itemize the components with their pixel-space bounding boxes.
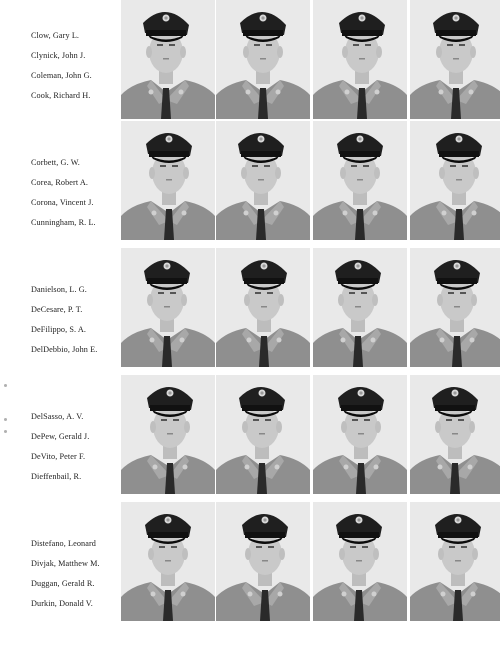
soldier-portrait-icon [216,502,310,621]
portrait-photo [121,248,215,367]
soldier-portrait-icon [121,502,215,621]
name-list [31,407,121,487]
portrait-photo [313,502,407,621]
soldier-portrait-icon [313,0,407,119]
name-label: Coleman, John G. [31,71,92,80]
soldier-portrait-icon [121,248,215,367]
roster-row [0,375,500,501]
portrait-photo [410,0,500,119]
soldier-portrait-icon [216,248,310,367]
name-label: Corea, Robert A. [31,178,89,187]
portrait-photo [216,502,310,621]
name-label: Clynick, John J. [31,51,86,60]
soldier-portrait-icon [410,375,500,494]
name-list [31,534,121,614]
name-label: Corbett, G. W. [31,158,80,167]
portrait-photo [410,502,500,621]
portrait-photo [313,248,407,367]
name-label: Cunningham, R. L. [31,218,96,227]
roster-row [0,248,500,374]
name-label: DeVito, Peter F. [31,452,86,461]
name-label: Divjak, Matthew M. [31,559,100,568]
soldier-portrait-icon [216,375,310,494]
portrait-photo [216,121,310,240]
name-label: DelDebbio, John E. [31,345,98,354]
soldier-portrait-icon [410,502,500,621]
name-list [31,280,121,360]
name-label: DelSasso, A. V. [31,412,84,421]
name-label: Clow, Gary L. [31,31,80,40]
portrait-photo [216,248,310,367]
name-label: DePew, Gerald J. [31,432,90,441]
name-list [31,153,121,233]
name-label: DeCesare, P. T. [31,305,83,314]
portrait-photo [410,248,500,367]
soldier-portrait-icon [121,0,215,119]
name-label: Corona, Vincent J. [31,198,94,207]
name-label: Distefano, Leonard [31,539,97,548]
portrait-photo [121,375,215,494]
portrait-photo [216,0,310,119]
portrait-photo [121,0,215,119]
name-label: Danielson, L. G. [31,285,87,294]
margin-mark [4,418,7,421]
margin-mark [4,384,7,387]
soldier-portrait-icon [216,0,310,119]
soldier-portrait-icon [313,502,407,621]
soldier-portrait-icon [216,121,310,240]
soldier-portrait-icon [121,121,215,240]
name-list [31,26,121,106]
soldier-portrait-icon [313,121,407,240]
soldier-portrait-icon [313,248,407,367]
soldier-portrait-icon [410,248,500,367]
name-label: Dieffenbail, R. [31,472,82,481]
soldier-portrait-icon [313,375,407,494]
portrait-photo [121,121,215,240]
portrait-photo [313,375,407,494]
roster-row [0,121,500,247]
roster-row [0,0,500,126]
soldier-portrait-icon [410,0,500,119]
name-label: Durkin, Donald V. [31,599,93,608]
soldier-portrait-icon [121,375,215,494]
portrait-photo [410,121,500,240]
portrait-photo [216,375,310,494]
margin-mark [4,430,7,433]
soldier-portrait-icon [410,121,500,240]
portrait-photo [313,121,407,240]
name-label: Duggan, Gerald R. [31,579,95,588]
roster-row [0,502,500,628]
name-label: DeFilippo, S. A. [31,325,87,334]
portrait-photo [121,502,215,621]
portrait-photo [313,0,407,119]
name-label: Cook, Richard H. [31,91,91,100]
portrait-photo [410,375,500,494]
